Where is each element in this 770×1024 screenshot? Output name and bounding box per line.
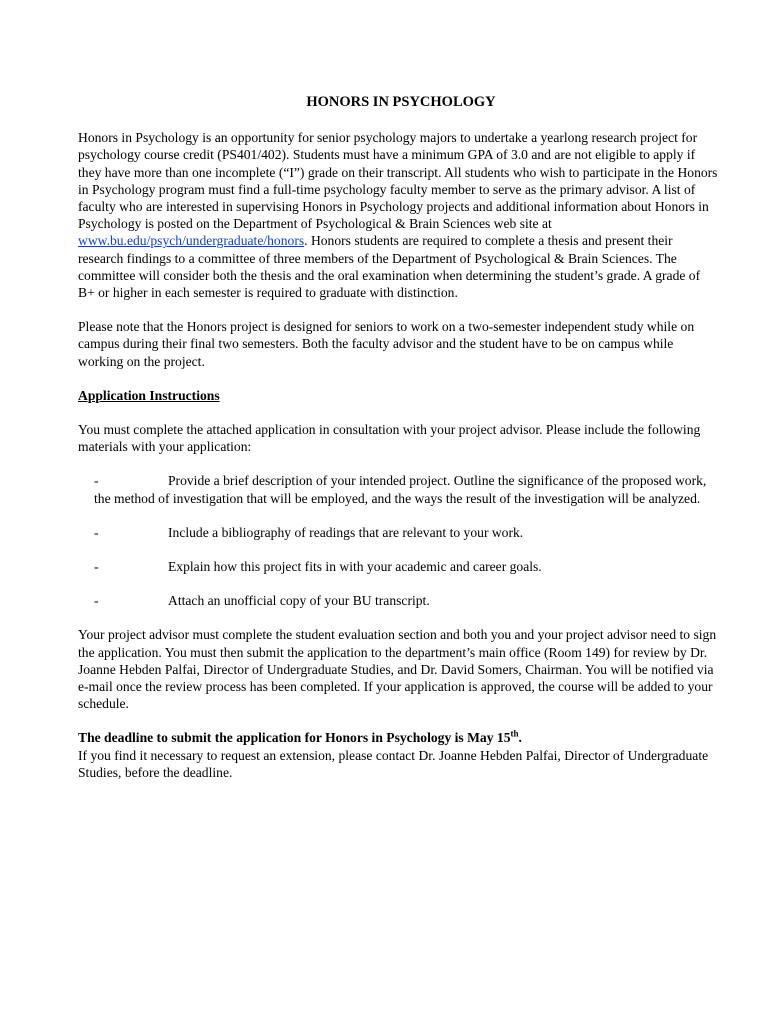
intro-paragraph [78,129,720,301]
list-item [78,592,720,609]
instructions-intro: You must complete the attached application in consultation with your project advisor. Please include the following materials with your application: [78,422,701,455]
list-item [78,524,720,541]
intro-text-before-link: Honors in Psychology is an opportunity for senior psychology majors to undertake a yearlong research project for psychology course credit (PS401/402). Students must have a minimum GPA of 3.0 and are not eligible to apply if they have more than one incomplete (“I”) grade on their transcript. All students who wish to participate in the Honors in Psychology program must find a full-time psychology faculty member to serve as the primary advisor. A list of faculty who are interested in supervising Honors in Psychology projects and additional information about Honors in Psychology is posted on the Department of Psychological & Brain Sciences web site at [78,130,718,232]
bullet-dash: - [94,559,99,575]
document-title: HONORS IN PSYCHOLOGY [306,94,496,110]
intro-text-after-link: . Honors students are required to complete a thesis and present their research findings to a committee of three members of the Department of Psychological & Brain Sciences. The committee will consider both the thesis and the oral examination when determining the student’s grade. A grade of B+ or higher in each semester is required to graduate with distinction. [78,233,701,301]
bullet-text: Provide a brief description of your intended project. Outline the significance of the proposed work, the method of investigation that will be employed, and the ways the result of the investigation will be analyzed. [94,473,707,506]
honors-link[interactable]: www.bu.edu/psych/undergraduate/honors [78,233,305,249]
deadline-statement [78,729,720,746]
list-item [78,558,720,575]
bullet-dash: - [94,473,99,489]
deadline-text: The deadline to submit the application for Honors in Psychology is May 15 [78,730,511,746]
bullet-text: Include a bibliography of readings that are relevant to your work. [168,524,524,540]
bullet-text: Attach an unofficial copy of your BU transcript. [168,593,430,609]
deadline-period: . [518,730,522,746]
bullet-text: Explain how this project fits in with your academic and career goals. [168,559,542,575]
bullet-dash: - [94,524,99,540]
extension-paragraph: If you find it necessary to request an extension, please contact Dr. Joanne Hebden Palfai, Director of Undergraduate Studies, before the deadline. [78,747,709,780]
advisor-paragraph: Your project advisor must complete the student evaluation section and both you and your project advisor need to sign the application. You must then submit the application to the department’s main office (Room 149) for review by Dr. Joanne Hebden Palfai, Director of Undergraduate Studies, and Dr. David Somers, Chairman. You will be notified via e-mail once the review process has been completed. If your application is approved, the course will be added to your schedule. [78,627,717,712]
document-page [78,94,720,798]
bullet-dash: - [94,593,99,609]
instructions-heading: Application Instructions [78,387,220,403]
list-item [78,472,720,506]
deadline-superscript: th [510,728,519,739]
note-paragraph: Please note that the Honors project is designed for seniors to work on a two-semester independent study while on campus during their final two semesters. Both the faculty advisor and the student have to be on campus while working on the project. [78,319,695,369]
